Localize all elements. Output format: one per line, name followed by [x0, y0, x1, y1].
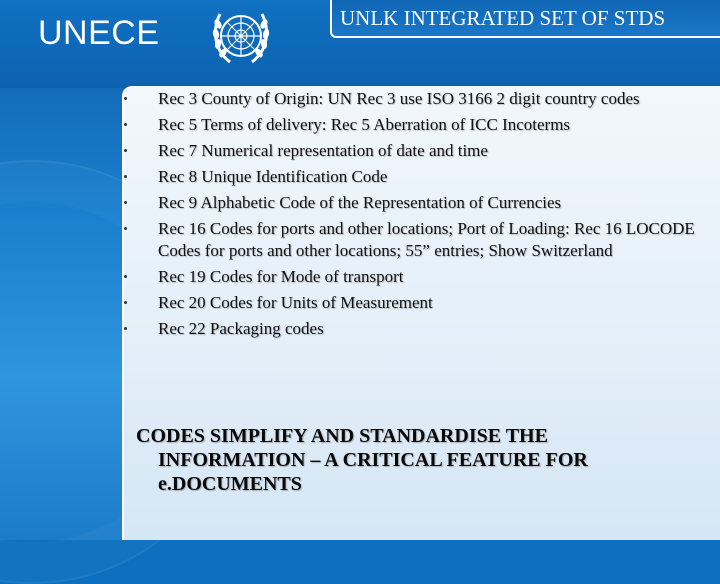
list-item	[154, 192, 719, 214]
list-item-text: Rec 7 Numerical representation of date and time	[158, 141, 488, 160]
bullet-icon	[124, 97, 127, 100]
bullet-icon	[124, 301, 127, 304]
list-item-text: Rec 8 Unique Identification Code	[158, 167, 388, 186]
conclusion-statement	[136, 424, 706, 496]
conclusion-line-3: e.DOCUMENTS	[158, 473, 302, 495]
list-item	[154, 266, 719, 288]
title-bar	[330, 0, 720, 38]
list-item-text: Rec 5 Terms of delivery: Rec 5 Aberration of ICC Incoterms	[158, 115, 571, 134]
bullet-icon	[124, 175, 127, 178]
list-item-text: Rec 9 Alphabetic Code of the Representation of Currencies	[158, 193, 562, 212]
un-emblem-icon	[210, 2, 272, 70]
content-panel	[122, 86, 720, 540]
bullet-icon	[124, 123, 127, 126]
list-item	[154, 114, 719, 136]
list-item	[154, 88, 719, 110]
list-item	[154, 218, 719, 262]
conclusion-line-2: INFORMATION – A CRITICAL FEATURE FOR	[158, 449, 588, 471]
list-item	[154, 292, 719, 314]
list-item-text: Rec 19 Codes for Mode of transport	[158, 267, 404, 286]
bullet-list	[154, 88, 719, 344]
bullet-icon	[124, 149, 127, 152]
org-label: UNECE	[38, 14, 160, 52]
list-item	[154, 166, 719, 188]
list-item	[154, 318, 719, 340]
conclusion-line-1: CODES SIMPLIFY AND STANDARDISE THE	[136, 425, 548, 447]
bullet-icon	[124, 327, 127, 330]
slide-title: UNLK INTEGRATED SET OF STDS	[340, 6, 666, 30]
bullet-icon	[124, 227, 127, 230]
list-item-text: Rec 3 County of Origin: UN Rec 3 use ISO 3166 2 digit country codes	[158, 89, 640, 108]
slide-header	[0, 0, 720, 88]
bullet-icon	[124, 275, 127, 278]
list-item-text: Rec 22 Packaging codes	[158, 319, 324, 338]
list-item-text: Rec 16 Codes for ports and other locations; Port of Loading: Rec 16 LOCODE Codes for ports and other locations; 55” entries; Show Switzerland	[158, 219, 695, 260]
list-item	[154, 140, 719, 162]
list-item-text: Rec 20 Codes for Units of Measurement	[158, 293, 433, 312]
bullet-icon	[124, 201, 127, 204]
